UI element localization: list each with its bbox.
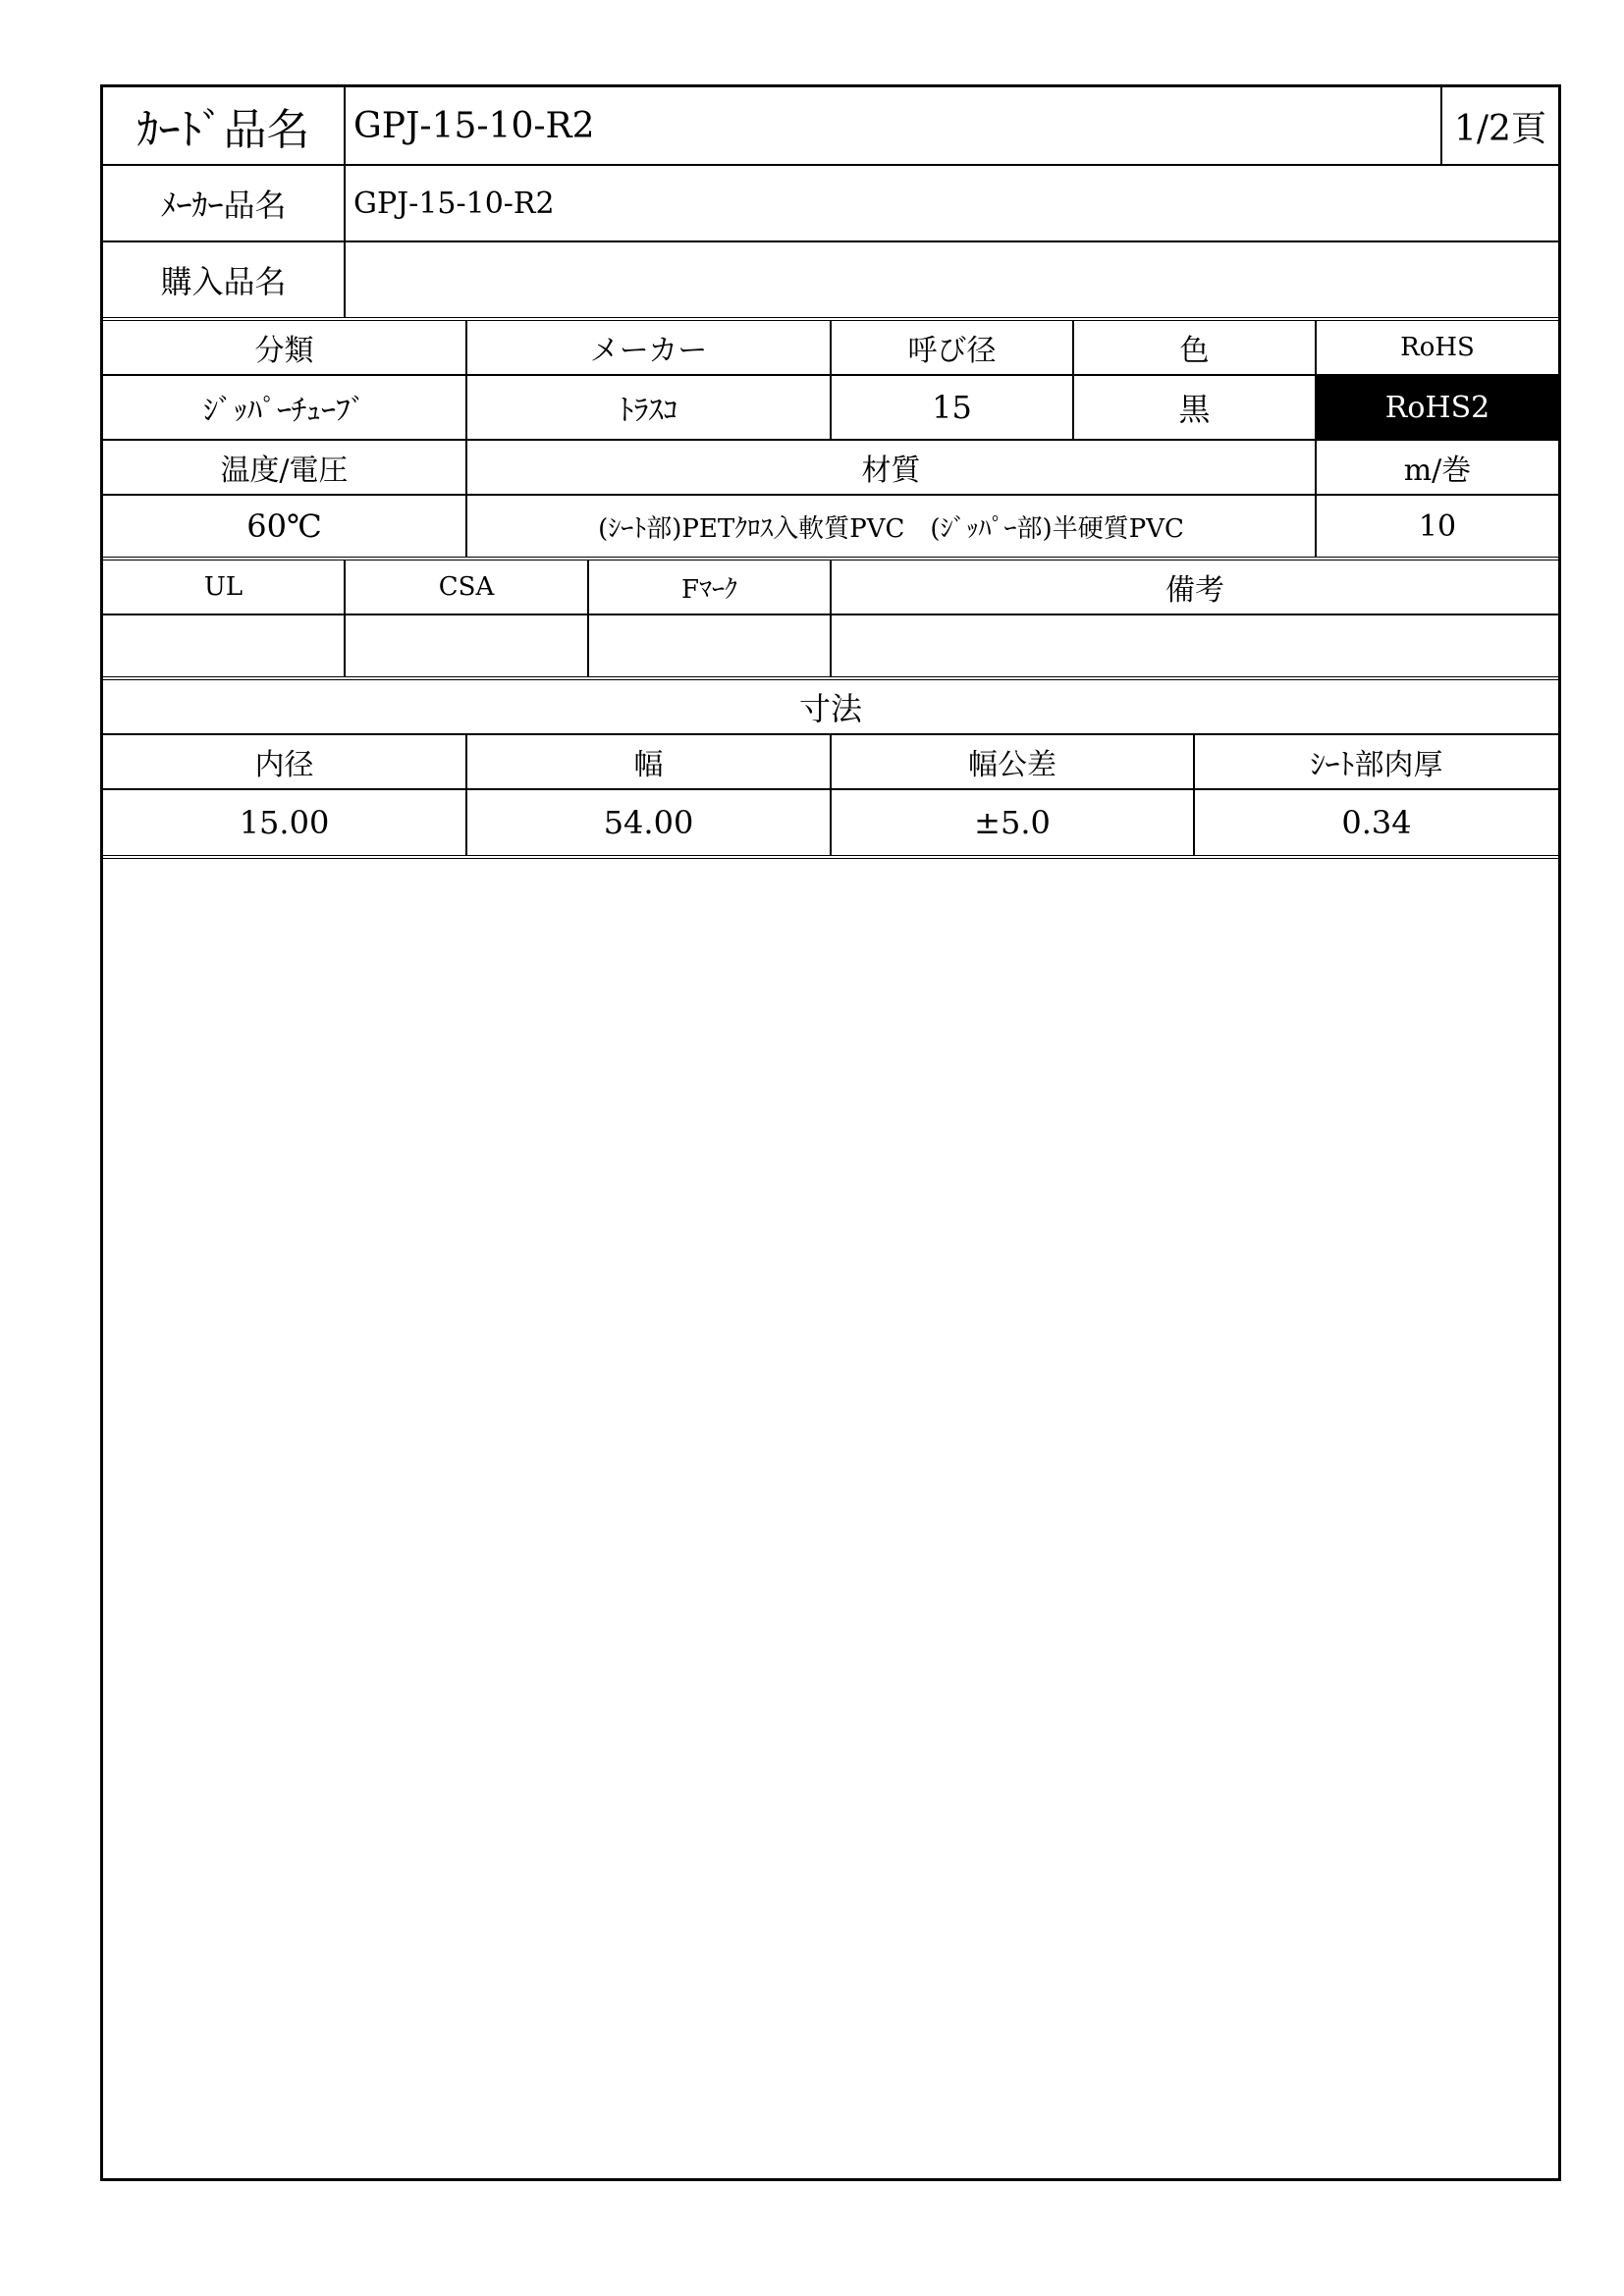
material-value-row	[103, 496, 1558, 561]
sheet-thickness-value: 0.34	[1341, 804, 1412, 841]
spec-value-row	[103, 376, 1558, 441]
remarks-value	[832, 615, 1558, 676]
cert-value-row	[103, 615, 1558, 680]
classification-header: 分類	[103, 321, 467, 374]
card-name-row	[103, 87, 1558, 166]
temp-voltage-value: 60℃	[103, 496, 467, 557]
width-tolerance-header: 幅公差	[832, 735, 1195, 788]
purchase-name-value	[346, 242, 1558, 317]
nominal-size-header: 呼び径	[832, 321, 1074, 374]
length-per-roll-header: m/巻	[1403, 454, 1472, 488]
purchase-name-row	[103, 242, 1558, 321]
color-value: 黒	[1074, 376, 1317, 439]
purchase-name-label: 購入品名	[103, 242, 346, 317]
classification-value: ｼﾞｯﾊﾟｰﾁｭｰﾌﾞ	[103, 376, 467, 439]
color-header: 色	[1074, 321, 1317, 374]
page-number: 1/2頁	[1454, 108, 1546, 149]
inner-diameter-header: 内径	[103, 735, 467, 788]
dimension-value-row	[103, 790, 1558, 859]
rohs-header: RoHS	[1400, 333, 1475, 362]
spec-header-row	[103, 321, 1558, 376]
csa-header: CSA	[346, 561, 589, 614]
f-mark-header: Fﾏｰｸ	[589, 561, 832, 614]
rohs-value: RoHS2	[1317, 376, 1558, 439]
ul-header: UL	[103, 561, 346, 614]
f-mark-value	[589, 615, 832, 676]
cert-header-row	[103, 561, 1558, 615]
width-value: 54.00	[467, 790, 832, 855]
dimensions-title-row	[103, 680, 1558, 735]
csa-value	[346, 615, 589, 676]
material-header: 材質	[467, 441, 1317, 494]
nominal-size-value: 15	[832, 376, 1074, 439]
maker-header: メーカー	[467, 321, 832, 374]
ul-value	[103, 615, 346, 676]
maker-name-row	[103, 166, 1558, 242]
material-header-row	[103, 441, 1558, 496]
width-tolerance-value: ±5.0	[832, 790, 1195, 855]
maker-value: ﾄﾗｽｺ	[467, 376, 832, 439]
maker-name-label: ﾒｰｶｰ品名	[103, 166, 346, 240]
drawing-area	[103, 863, 1558, 2178]
width-header: 幅	[467, 735, 832, 788]
length-per-roll-value: 10	[1418, 508, 1457, 544]
temp-voltage-header: 温度/電圧	[103, 441, 467, 494]
dimension-header-row	[103, 735, 1558, 790]
card-name-label: ｶｰﾄﾞ品名	[103, 87, 346, 164]
card-name-value: GPJ-15-10-R2	[346, 87, 1442, 164]
maker-name-value: GPJ-15-10-R2	[353, 186, 555, 221]
sheet-thickness-header: ｼｰﾄ部肉厚	[1310, 748, 1443, 782]
remarks-header: 備考	[1165, 573, 1224, 608]
dimensions-title: 寸法	[798, 690, 862, 727]
spec-sheet	[100, 84, 1561, 2181]
inner-diameter-value: 15.00	[103, 790, 467, 855]
material-value: (ｼｰﾄ部)PETｸﾛｽ入軟質PVC (ｼﾞｯﾊﾟｰ部)半硬質PVC	[467, 496, 1317, 557]
